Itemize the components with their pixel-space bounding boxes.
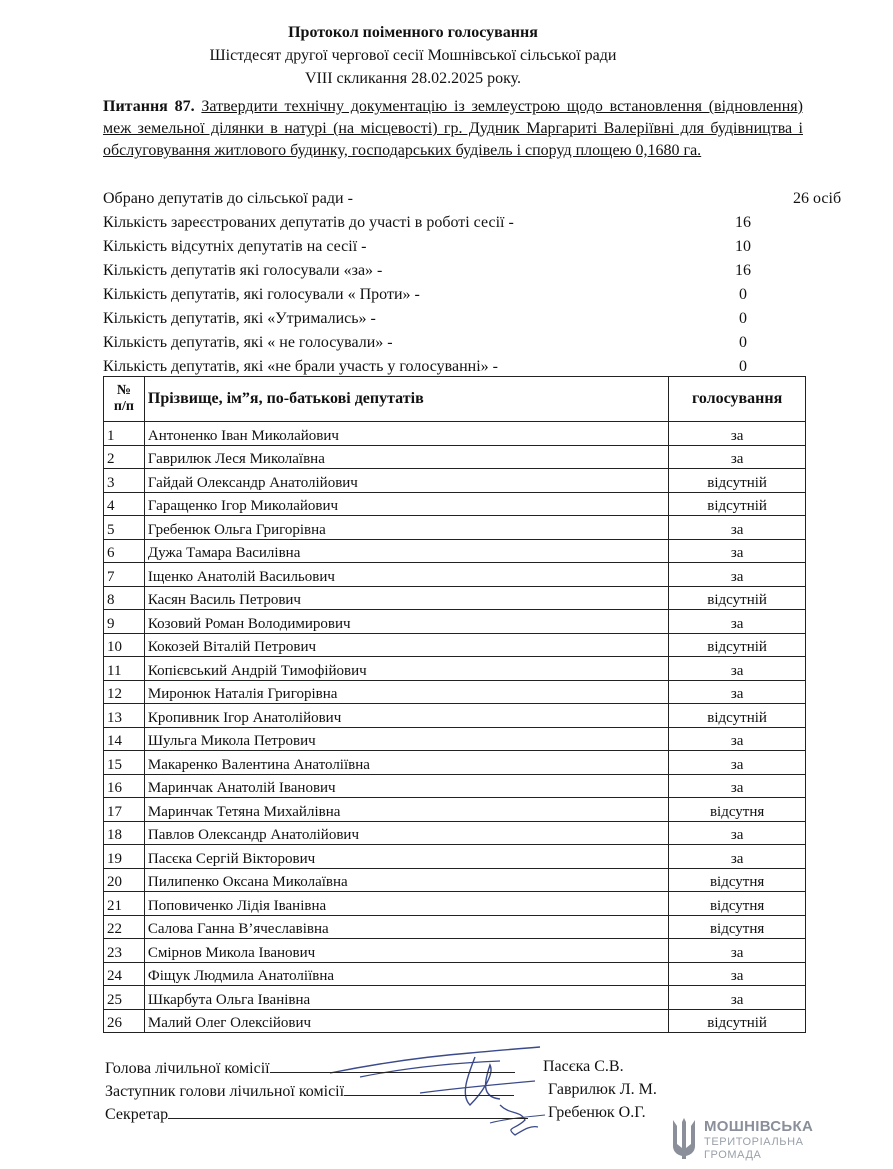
table-row <box>104 422 806 446</box>
stat-label: Кількість депутатів, які голосували « Проти» - <box>103 286 420 303</box>
question-number: Питання 87. <box>103 98 195 115</box>
stat-label: Обрано депутатів до сільської ради - <box>103 190 353 207</box>
deputy-name: Кокозей Віталій Петрович <box>144 633 668 657</box>
stat-value: 16 <box>735 214 751 231</box>
table-row <box>104 939 806 963</box>
table-row <box>104 845 806 869</box>
table-row <box>104 962 806 986</box>
logo-line-3: ГРОМАДА <box>704 1149 762 1161</box>
row-number: 1 <box>104 422 145 446</box>
vote-result: за <box>669 727 806 751</box>
signature-line-chair <box>105 1058 624 1078</box>
community-logo <box>670 1116 820 1162</box>
table-header-row <box>104 377 806 422</box>
deputy-name: Фіщук Людмила Анатоліївна <box>144 962 668 986</box>
roll-call-table <box>103 376 806 1033</box>
vote-result: за <box>669 563 806 587</box>
vote-result: за <box>669 962 806 986</box>
trident-icon <box>670 1116 698 1160</box>
table-row <box>104 469 806 493</box>
table-row <box>104 727 806 751</box>
document-subtitle-session: Шістдесят другої чергової сесії Мошнівської сільської ради <box>209 47 617 64</box>
deputy-name: Павлов Олександр Анатолійович <box>144 821 668 845</box>
vote-result: відсутній <box>669 586 806 610</box>
row-number: 8 <box>104 586 145 610</box>
logo-line-2: ТЕРИТОРІАЛЬНА <box>704 1136 804 1148</box>
deputy-name: Пилипенко Оксана Миколаївна <box>144 868 668 892</box>
table-row <box>104 1009 806 1033</box>
table-row <box>104 915 806 939</box>
stat-row <box>103 331 803 355</box>
stat-label: Кількість депутатів які голосували «за» - <box>103 262 383 279</box>
signature-role: Голова лічильної комісії <box>105 1060 270 1077</box>
deputy-name: Касян Василь Петрович <box>144 586 668 610</box>
deputy-name: Макаренко Валентина Анатоліївна <box>144 751 668 775</box>
row-number: 26 <box>104 1009 145 1033</box>
deputy-name: Малий Олег Олексійович <box>144 1009 668 1033</box>
table-row <box>104 704 806 728</box>
deputy-name: Іщенко Анатолій Васильович <box>144 563 668 587</box>
row-number: 7 <box>104 563 145 587</box>
stat-value: 16 <box>735 262 751 279</box>
deputy-name: Маринчак Анатолій Іванович <box>144 774 668 798</box>
stat-label: Кількість відсутніх депутатів на сесії - <box>103 238 367 255</box>
document-subtitle-date: VIII скликання 28.02.2025 року. <box>304 70 522 87</box>
stat-row <box>103 211 803 235</box>
table-row <box>104 751 806 775</box>
vote-result: за <box>669 657 806 681</box>
deputy-name: Гребенюк Ольга Григорівна <box>144 516 668 540</box>
table-row <box>104 986 806 1010</box>
row-number: 16 <box>104 774 145 798</box>
vote-result: відсутній <box>669 469 806 493</box>
vote-result: за <box>669 610 806 634</box>
row-number: 6 <box>104 539 145 563</box>
stat-value: 10 <box>735 238 751 255</box>
deputy-name: Миронюк Наталія Григорівна <box>144 680 668 704</box>
row-number: 2 <box>104 445 145 469</box>
vote-result: відсутній <box>669 492 806 516</box>
vote-result: за <box>669 939 806 963</box>
row-number: 12 <box>104 680 145 704</box>
vote-result: за <box>669 751 806 775</box>
deputy-name: Шульга Микола Петрович <box>144 727 668 751</box>
signature-role: Заступник голови лічильної комісії <box>105 1083 345 1100</box>
stat-row <box>103 283 803 307</box>
column-header-name: Прізвище, ім”я, по-батькові депутатів <box>144 377 668 422</box>
stat-label: Кількість зареєстрованих депутатів до участі в роботі сесії - <box>103 214 514 231</box>
stat-row <box>103 307 803 331</box>
deputy-name: Козовий Роман Володимирович <box>144 610 668 634</box>
stat-label: Кількість депутатів, які «Утримались» - <box>103 310 376 327</box>
deputy-name: Пасєка Сергій Вікторович <box>144 845 668 869</box>
deputy-name: Смірнов Микола Іванович <box>144 939 668 963</box>
table-row <box>104 633 806 657</box>
row-number: 5 <box>104 516 145 540</box>
question-text: Затвердити технічну документацію із землеустрою щодо встановлення (відновлення) меж земельної ділянки в натурі (на місцевості) гр. Дудник Маргариті Валеріївні для будівництва і обслуговування житлового будинку, господарських будівель і споруд площею 0,1680 га. <box>103 98 803 159</box>
stat-value: 0 <box>739 310 747 327</box>
vote-result: за <box>669 986 806 1010</box>
stat-value: 0 <box>739 358 747 375</box>
row-number: 25 <box>104 986 145 1010</box>
row-number: 15 <box>104 751 145 775</box>
deputy-name: Гаращенко Ігор Миколайович <box>144 492 668 516</box>
vote-result: відсутня <box>669 868 806 892</box>
table-row <box>104 516 806 540</box>
vote-result: за <box>669 774 806 798</box>
table-row <box>104 821 806 845</box>
signature-name: Пасєка С.В. <box>543 1058 624 1075</box>
vote-result: за <box>669 539 806 563</box>
stat-value: 26 осіб <box>793 190 842 207</box>
stat-value: 0 <box>739 334 747 351</box>
deputy-name: Салова Ганна В’ячеславівна <box>144 915 668 939</box>
table-row <box>104 445 806 469</box>
deputy-name: Гаврилюк Леся Миколаївна <box>144 445 668 469</box>
deputy-name: Дужа Тамара Василівна <box>144 539 668 563</box>
vote-result: за <box>669 845 806 869</box>
vote-statistics <box>103 187 842 379</box>
vote-result: за <box>669 516 806 540</box>
document-title: Протокол поіменного голосування <box>288 24 538 41</box>
signature-name: Гребенюк О.Г. <box>548 1104 646 1121</box>
table-row <box>104 892 806 916</box>
signature-role: Секретар <box>105 1106 169 1123</box>
row-number: 9 <box>104 610 145 634</box>
vote-result: відсутній <box>669 633 806 657</box>
stat-row <box>103 259 803 283</box>
row-number: 18 <box>104 821 145 845</box>
row-number: 3 <box>104 469 145 493</box>
table-row <box>104 868 806 892</box>
stat-row <box>103 187 842 211</box>
row-number: 10 <box>104 633 145 657</box>
vote-result: відсутня <box>669 915 806 939</box>
deputy-name: Шкарбута Ольга Іванівна <box>144 986 668 1010</box>
vote-result: відсутня <box>669 892 806 916</box>
row-number: 21 <box>104 892 145 916</box>
table-row <box>104 657 806 681</box>
deputy-name: Маринчак Тетяна Михайлівна <box>144 798 668 822</box>
table-row <box>104 798 806 822</box>
row-number: 20 <box>104 868 145 892</box>
vote-result: відсутній <box>669 704 806 728</box>
table-row <box>104 539 806 563</box>
table-row <box>104 610 806 634</box>
signature-line-secretary <box>105 1104 646 1124</box>
column-header-number: № п/п <box>104 377 145 422</box>
row-number: 23 <box>104 939 145 963</box>
table-row <box>104 586 806 610</box>
vote-result: за <box>669 821 806 845</box>
row-number: 24 <box>104 962 145 986</box>
column-header-vote: голосування <box>669 377 806 422</box>
row-number: 13 <box>104 704 145 728</box>
table-row <box>104 680 806 704</box>
row-number: 22 <box>104 915 145 939</box>
deputy-name: Антоненко Іван Миколайович <box>144 422 668 446</box>
deputy-name: Кропивник Ігор Анатолійович <box>144 704 668 728</box>
vote-result: відсутній <box>669 1009 806 1033</box>
deputy-name: Копієвський Андрій Тимофійович <box>144 657 668 681</box>
vote-result: за <box>669 680 806 704</box>
table-row <box>104 492 806 516</box>
logo-line-1: МОШНІВСЬКА <box>704 1118 814 1135</box>
table-row <box>104 774 806 798</box>
signature-line-deputy-chair <box>105 1081 657 1101</box>
stat-value: 0 <box>739 286 747 303</box>
stat-row <box>103 235 803 259</box>
stat-label: Кількість депутатів, які « не голосували» - <box>103 334 393 351</box>
row-number: 14 <box>104 727 145 751</box>
row-number: 17 <box>104 798 145 822</box>
stat-label: Кількість депутатів, які «не брали участь у голосуванні» - <box>103 358 498 375</box>
deputy-name: Поповиченко Лідія Іванівна <box>144 892 668 916</box>
deputy-name: Гайдай Олександр Анатолійович <box>144 469 668 493</box>
vote-result: за <box>669 445 806 469</box>
row-number: 4 <box>104 492 145 516</box>
vote-result: відсутня <box>669 798 806 822</box>
row-number: 11 <box>104 657 145 681</box>
row-number: 19 <box>104 845 145 869</box>
table-row <box>104 563 806 587</box>
agenda-question <box>103 96 803 162</box>
vote-result: за <box>669 422 806 446</box>
signature-name: Гаврилюк Л. М. <box>548 1081 657 1098</box>
